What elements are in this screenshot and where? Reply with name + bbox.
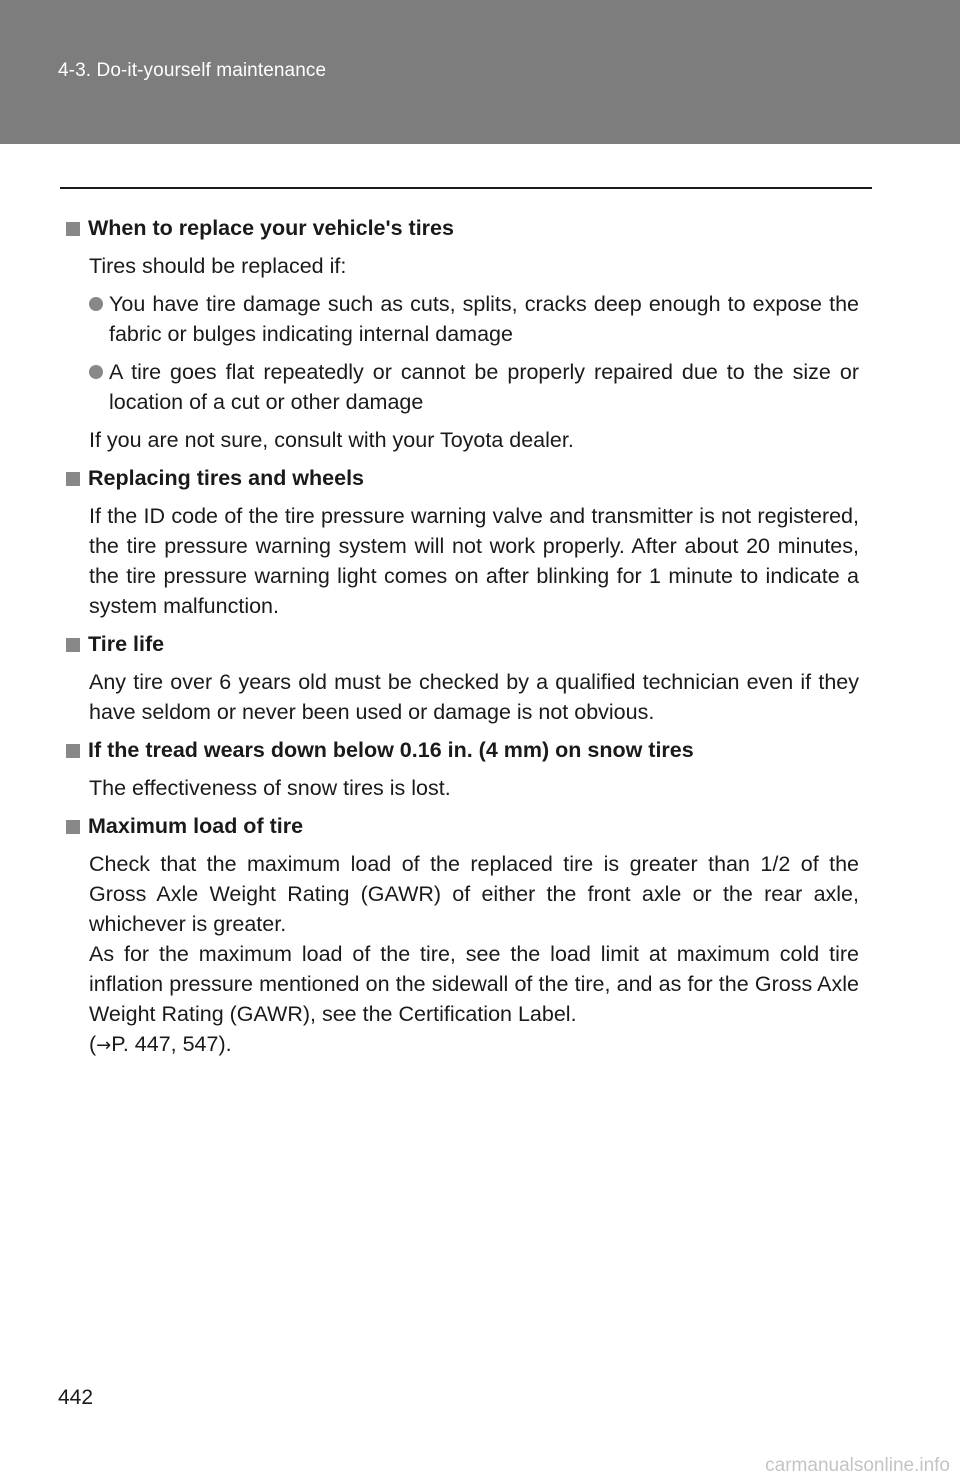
list-item-text: A tire goes flat repeatedly or cannot be properly repaired due to the size or location of a cut or other damage: [109, 360, 859, 414]
square-bullet-icon: [66, 638, 80, 652]
square-bullet-icon: [66, 222, 80, 236]
section-heading: [66, 629, 866, 659]
section-body-continued: As for the maximum load of the tire, see the load limit at maximum cold tire inflation pressure mentioned on the sidewall of the tire, and as for the Gross Axle Weight Rating (GAWR), see the Certification Label.: [89, 942, 859, 1026]
section-heading: [66, 735, 866, 765]
section-body: Any tire over 6 years old must be checked by a qualified technician even if they have seldom or never been used or damage is not obvious.: [89, 670, 859, 724]
section-maximum-load: [66, 811, 866, 1061]
section-snow-tires: [66, 735, 866, 803]
section-tire-life: [66, 629, 866, 727]
section-replacing-tires: [66, 463, 866, 621]
reference-open-paren: (: [89, 1032, 97, 1056]
main-content: [66, 213, 866, 1069]
section-outro: If you are not sure, consult with your Toyota dealer.: [89, 428, 574, 452]
section-heading-text: Tire life: [88, 632, 165, 656]
list-item: [89, 289, 859, 349]
reference-text: P. 447, 547).: [111, 1032, 232, 1056]
section-when-to-replace: [66, 213, 866, 455]
section-intro: Tires should be replaced if:: [89, 254, 347, 278]
round-bullet-icon: [89, 365, 103, 379]
page-reference[interactable]: [89, 1029, 859, 1061]
section-heading-text: If the tread wears down below 0.16 in. (4 mm) on snow tires: [88, 738, 694, 762]
round-bullet-icon: [89, 297, 103, 311]
list-item-text: You have tire damage such as cuts, splits, cracks deep enough to expose the fabric or bulges indicating internal damage: [109, 292, 859, 346]
page-header: [0, 0, 960, 144]
section-heading: [66, 463, 866, 493]
header-title: 4-3. Do-it-yourself maintenance: [58, 60, 327, 81]
section-body: The effectiveness of snow tires is lost.: [89, 776, 451, 800]
section-heading-text: Maximum load of tire: [88, 814, 304, 838]
section-heading: [66, 811, 866, 841]
page-number: 442: [58, 1386, 94, 1409]
square-bullet-icon: [66, 744, 80, 758]
watermark: carmanualsonline.info: [765, 1455, 950, 1476]
section-body: Check that the maximum load of the replaced tire is greater than 1/2 of the Gross Axle Weight Rating (GAWR) of either the front axle or the rear axle, whichever is greater.: [89, 852, 859, 936]
square-bullet-icon: [66, 820, 80, 834]
section-heading-text: Replacing tires and wheels: [88, 466, 365, 490]
section-heading: [66, 213, 866, 243]
section-body: If the ID code of the tire pressure warning valve and transmitter is not registered, the tire pressure warning system will not work properly. After about 20 minutes, the tire pressure warning light comes on after blinking for 1 minute to indicate a system malfunction.: [89, 504, 859, 618]
section-heading-text: When to replace your vehicle's tires: [88, 216, 454, 240]
arrow-right-icon: →: [96, 1035, 112, 1056]
list-item: [89, 357, 859, 417]
header-divider: [60, 187, 872, 189]
square-bullet-icon: [66, 472, 80, 486]
